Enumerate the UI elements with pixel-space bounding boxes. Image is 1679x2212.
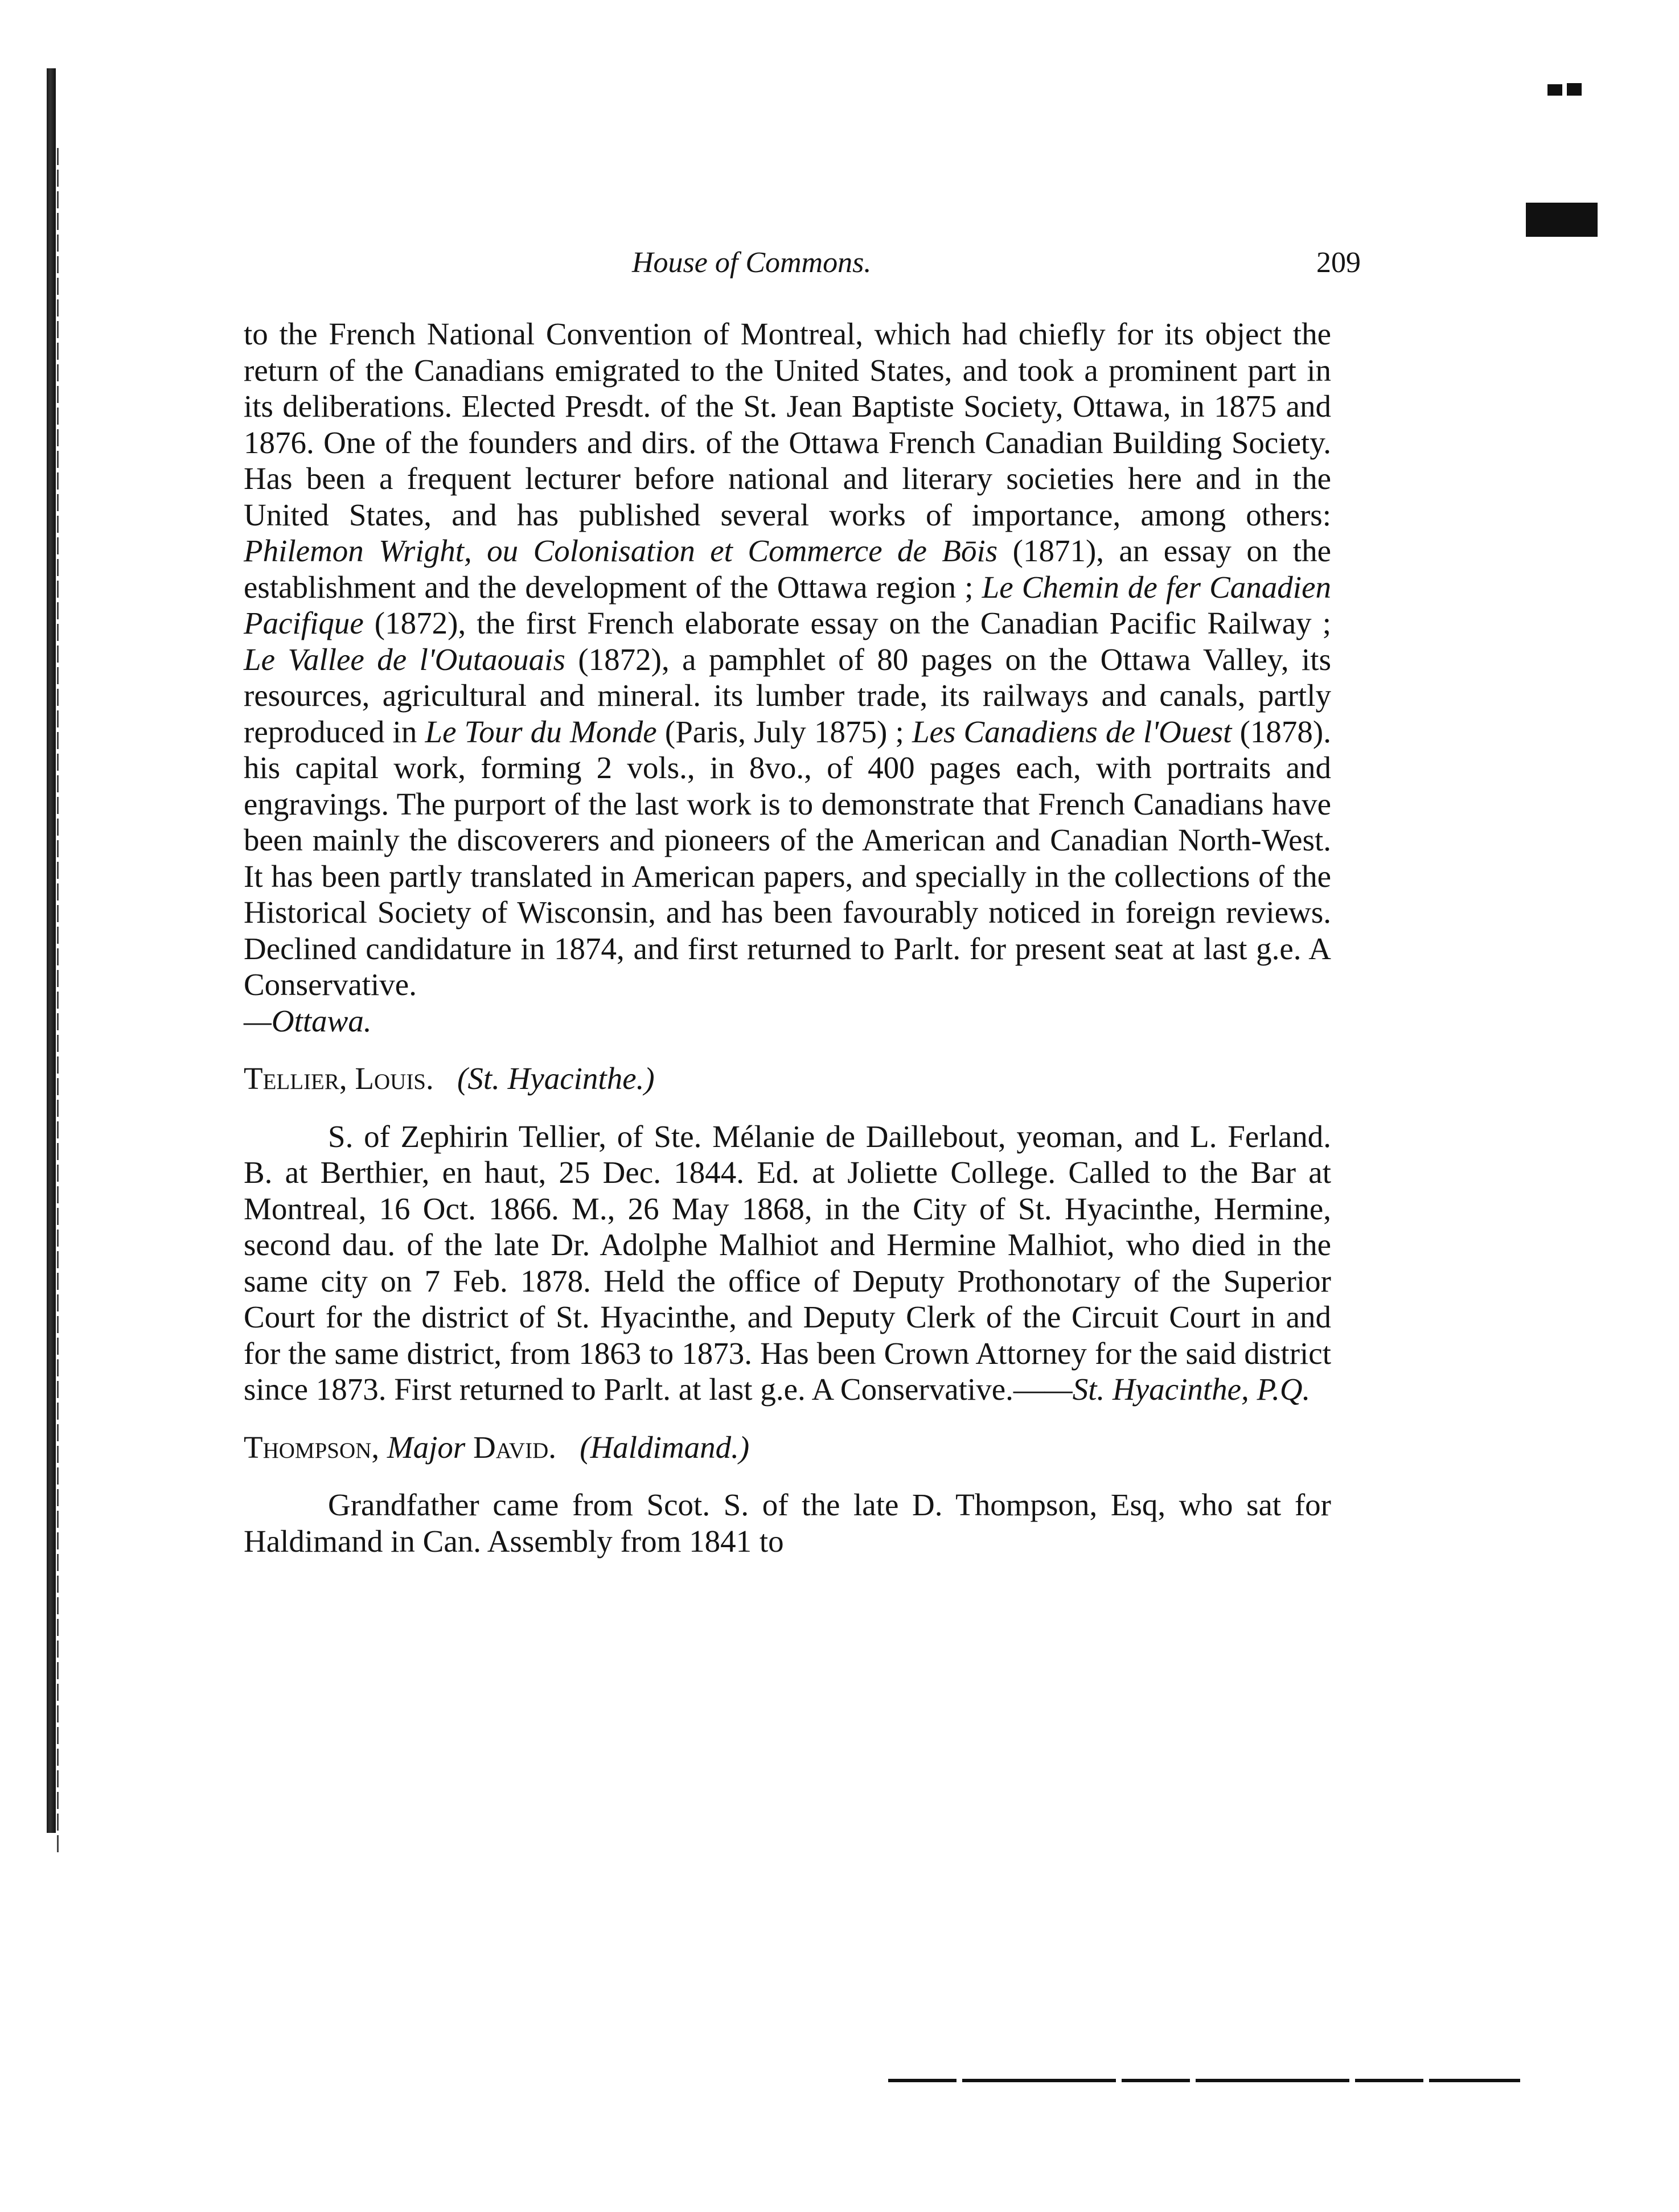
corner-mark bbox=[1547, 84, 1562, 96]
page-body bbox=[244, 316, 1331, 1559]
text-run: to the French National Convention of Montreal, which had chiefly for its object the return of the Canadians emigrated to the United States, and took a prominent part in its deliberations. Elected Presdt. of the St. Jean Baptiste Society, Ottawa, in 1875 and 1876. One of the founders and dirs. of the Ottawa French Canadian Building Society. Has been a frequent lecturer before national and literary societies here and in the United States, and has published several works of importance, among others: bbox=[244, 316, 1331, 532]
member-given-name: David. bbox=[473, 1429, 556, 1465]
binding-shadow bbox=[57, 148, 59, 1856]
bio-text: Grandfather came from Scot. S. of the late D. Thompson, Esq, who sat for Haldimand in Can. Assembly from 1841 to bbox=[244, 1487, 1331, 1559]
member-surname: Thompson bbox=[244, 1429, 372, 1465]
text-run: (1872), the first French elaborate essay on the Canadian Pacific Railway ; bbox=[363, 606, 1331, 640]
work-title: Le Chemin de fer Canadien Pacifique bbox=[244, 569, 1331, 640]
bio-text: S. of Zephirin Tellier, of Ste. Mélanie de Daillebout, yeoman, and L. Ferland. B. at Berthier, en haut, 25 Dec. 1844. Ed. at Joliette College. Called to the Bar at Montreal, 16 Oct. 1866. M., 26 May 1868, in the City of St. Hyacinthe, Hermine, second dau. of the late Dr. Adolphe Malhiot and Hermine Malhiot, who died in the same city on 7 Feb. 1878. Held the office of Deputy Prothonotary of the Superior Court for the district of St. Hyacinthe, and Deputy Clerk of the Circuit Court in and for the same district, from 1863 to 1873. Has been Crown Attorney for the said district since 1873. First returned to Parlt. at last g.e. A Conservative. bbox=[244, 1119, 1331, 1407]
entry-bio-tellier: S. of Zephirin Tellier, of Ste. Mélanie de Daillebout, yeoman, and L. Ferland. B. at Berthier, en haut, 25 Dec. 1844. Ed. at Joliette College. Called to the Bar at Montreal, 16 Oct. 1866. M., 26 May 1868, in the City of St. Hyacinthe, Hermine, second dau. of the late Dr. Adolphe Malhiot and Hermine Malhiot, who died in the same city on 7 Feb. 1878. Held the office of Deputy Prothonotary of the Superior Court for the district of St. Hyacinthe, and Deputy Clerk of the Circuit Court in and for the same district, from 1863 to 1873. Has been Crown Attorney for the said district since 1873. First returned to Parlt. at last g.e. A Conservative.——St. Hyacinthe, P.Q. bbox=[244, 1119, 1331, 1407]
page-header bbox=[239, 246, 1361, 286]
entry-continuation bbox=[244, 316, 1331, 1039]
entry-place: —Ottawa. bbox=[244, 1003, 372, 1038]
page-number: 209 bbox=[1316, 246, 1361, 279]
entry-bio-thompson bbox=[244, 1487, 1331, 1559]
corner-mark bbox=[1567, 83, 1582, 96]
work-title: Le Tour du Monde bbox=[425, 714, 657, 749]
text-run: (1878). his capital work, forming 2 vols., in 8vo., of 400 pages each, with portraits and engravings. The purport of the last work is to demonstrate that French Canadians have been mainly the discoverers and pioneers of the American and Canadian North-West. It has been partly translated in American papers, and specially in the collections of the Historical Society of Wisconsin, and has been favourably noticed in foreign reviews. Declined candidature in 1874, and first returned to Parlt. for present seat at last g.e. A Conservative. bbox=[244, 714, 1331, 1002]
member-title: Major bbox=[387, 1429, 466, 1465]
text-run: (1871), an essay on the establishment and the development of the Ottawa region ; bbox=[244, 533, 1331, 605]
entry-place: —St. Hyacinthe, P.Q. bbox=[1044, 1372, 1311, 1407]
binding-edge bbox=[47, 68, 56, 1833]
member-surname: Tellier bbox=[244, 1061, 339, 1096]
constituency: (St. Hyacinthe.) bbox=[457, 1061, 655, 1096]
entry-heading-thompson: Thompson, Major David. (Haldimand.) bbox=[244, 1429, 750, 1465]
text-run: (Paris, July 1875) ; bbox=[656, 714, 912, 749]
margin-tab bbox=[1526, 203, 1598, 237]
text-run: (1872), a pamphlet of 80 pages on the Ottawa Valley, its resources, agricultural and mineral. its lumber trade, its railways and canals, partly reproduced in bbox=[244, 642, 1331, 749]
work-title: Les Canadiens de l'Ouest bbox=[912, 714, 1232, 749]
member-given-name: Louis. bbox=[355, 1061, 434, 1096]
work-title: Le Vallee de l'Outaouais bbox=[244, 642, 565, 677]
running-title: House of Commons. bbox=[632, 246, 872, 279]
bottom-rule bbox=[888, 2079, 1520, 2082]
entry-heading-tellier: Tellier, Louis. (St. Hyacinthe.) bbox=[244, 1061, 655, 1096]
work-title: Philemon Wright, ou Colonisation et Commerce de Bōis bbox=[244, 533, 998, 568]
constituency: (Haldimand.) bbox=[580, 1429, 750, 1465]
